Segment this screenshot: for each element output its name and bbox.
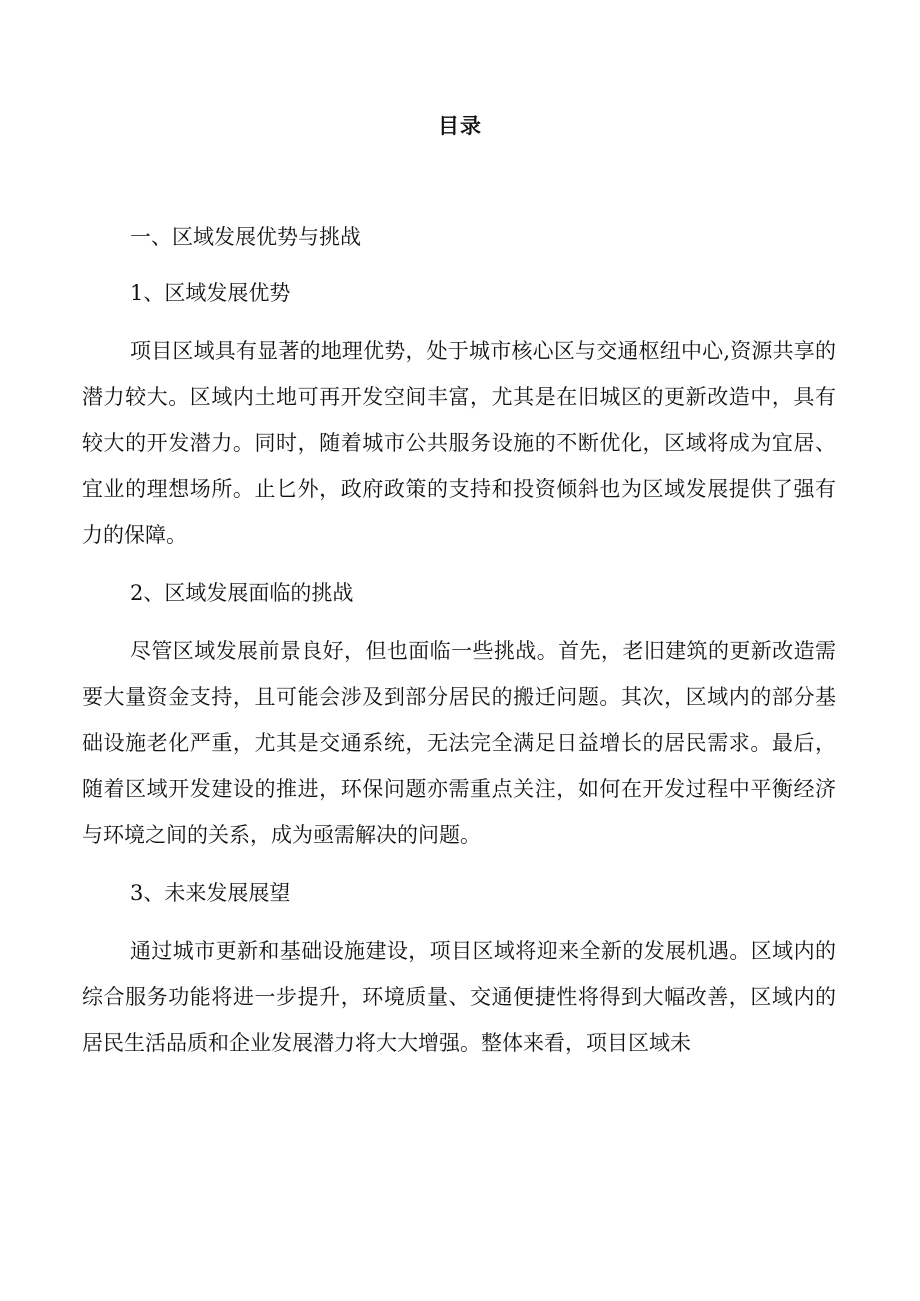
paragraph-advantages: 项目区域具有显著的地理优势，处于城市核心区与交通枢纽中心,资源共享的潜力较大。区域内土地可再开发空间丰富，尤其是在旧城区的更新改造中，具有较大的开发潜力。同时，随着城市公共服务设施的不断优化，区域将成为宜居、宜业的理想场所。止匕外，政府政策的支持和投资倾斜也为区域发展提供了强有力的保障。 <box>82 339 836 547</box>
spacer <box>82 858 836 870</box>
section-heading-advantages: 1、区域发展优势 <box>130 281 291 305</box>
paragraph-outlook: 通过城市更新和基础设施建设，项目区域将迎来全新的发展机遇。区域内的综合服务功能将进一步提升，环境质量、交通便捷性将得到大幅改善，区域内的居民生活品质和企业发展潜力将大大增强。整体来看，项目区域未 <box>82 939 836 1055</box>
document-title: 目录 <box>438 113 482 138</box>
spacer <box>82 616 836 628</box>
spacer <box>82 260 836 270</box>
section-heading-challenges: 2、区域发展面临的挑战 <box>130 581 354 605</box>
paragraph-challenges: 尽管区域发展前景良好，但也面临一些挑战。首先，老旧建筑的更新改造需要大量资金支持，且可能会涉及到部分居民的搬迁问题。其次，区域内的部分基础设施老化严重，尤其是交通系统，无法完全满足日益增长的居民需求。最后，随着区域开发建设的推进，环保问题亦需重点关注，如何在开发过程中平衡经济与环境之间的关系，成为亟需解决的问题。 <box>82 639 836 847</box>
section-heading-main: 一、区域发展优势与挑战 <box>130 225 361 249</box>
spacer <box>82 558 836 570</box>
spacer <box>82 316 836 328</box>
document-body <box>82 214 836 1066</box>
spacer <box>82 916 836 928</box>
section-heading-outlook: 3、未来发展展望 <box>130 881 291 905</box>
